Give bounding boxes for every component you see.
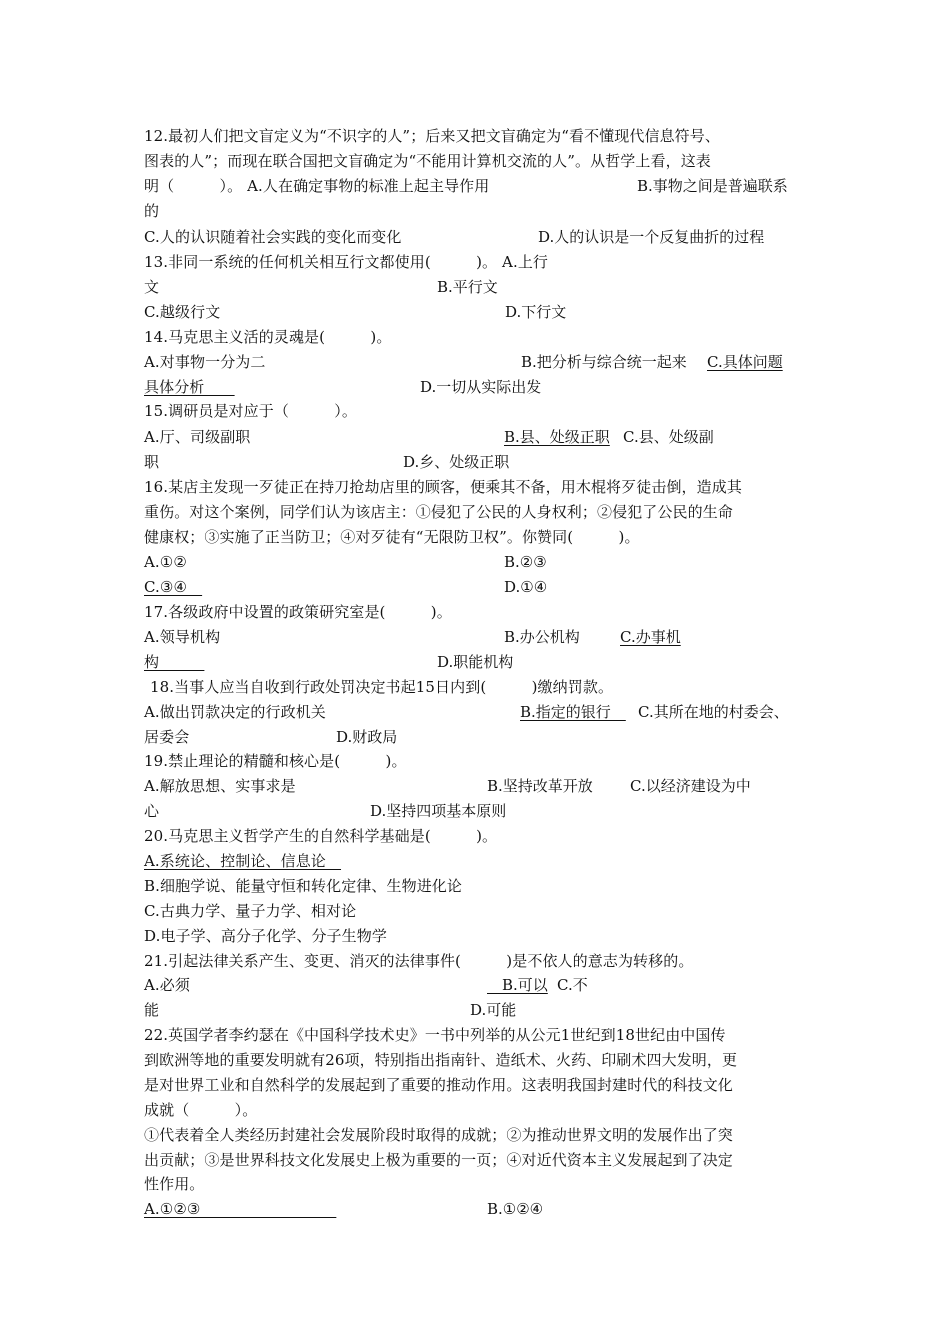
q13-option-b: B.平行文 — [437, 278, 498, 296]
q13-option-a-cont: 文 — [144, 278, 160, 296]
q14-option-c-cont: 具体分析 — [144, 378, 235, 396]
q12-option-c: C.人的认识随着社会实践的变化而变化 — [144, 228, 402, 246]
q21-stem: 21.引起法律关系产生、变更、消灭的法律事件( )是不依人的意志为转移的。 — [144, 952, 694, 970]
q15-option-c-cont: 职 — [144, 453, 160, 471]
q20-stem: 20.马克思主义哲学产生的自然科学基础是( )。 — [144, 827, 498, 845]
q16-line-2: 重伤。对这个案例，同学们认为该店主：①侵犯了公民的人身权利；②侵犯了公民的生命 — [144, 503, 733, 521]
q12-line-4: 的 — [144, 202, 160, 220]
q22-line-4: 成就（ ）。 — [144, 1101, 258, 1119]
q16-option-c-answer: C.③④ — [144, 578, 203, 596]
q14-option-a: A.对事物一分为二 — [144, 353, 266, 371]
q19-option-b: B.坚持改革开放 — [487, 777, 593, 795]
q15-option-d: D.乡、处级正职 — [403, 453, 510, 471]
q17-option-d: D.职能机构 — [437, 653, 514, 671]
q22-line-2: 到欧洲等地的重要发明就有26项，特别指出指南针、造纸术、火药、印刷术四大发明，更 — [144, 1051, 738, 1069]
q16-line-1: 16.某店主发现一歹徒正在持刀抢劫店里的顾客，便乘其不备，用木棍将歹徒击倒，造成其 — [144, 478, 742, 496]
q13-option-d: D.下行文 — [505, 303, 567, 321]
q21-option-c-cont: 能 — [144, 1001, 160, 1019]
q16-option-a: A.①② — [144, 553, 187, 571]
q19-option-c: C.以经济建设为中 — [630, 777, 751, 795]
q16-line-3: 健康权；③实施了正当防卫；④对歹徒有“无限防卫权”。你赞同( )。 — [144, 528, 640, 546]
q12-option-b: B.事物之间是普遍联系 — [637, 177, 788, 195]
q15-option-a: A.厅、司级副职 — [144, 428, 251, 446]
q12-line-1: 12.最初人们把文盲定义为“不识字的人”；后来又把文盲确定为“看不懂现代信息符号、 — [144, 127, 720, 145]
q18-option-b-answer: B.指定的银行 — [520, 703, 626, 721]
q17-option-a: A.领导机构 — [144, 628, 221, 646]
q12-line-3: 明（ ）。 A.人在确定事物的标准上起主导作用 — [144, 177, 490, 195]
q14-stem: 14.马克思主义活的灵魂是( )。 — [144, 328, 392, 346]
q22-line-5: ①代表着全人类经历封建社会发展阶段时取得的成就；②为推动世界文明的发展作出了突 — [144, 1126, 733, 1144]
q18-option-c-cont: 居委会 — [144, 728, 190, 746]
q15-option-c: C.县、处级副 — [623, 428, 714, 446]
q22-line-7: 性作用。 — [144, 1175, 205, 1193]
q18-stem: 18.当事人应当自收到行政处罚决定书起15日内到( )缴纳罚款。 — [150, 678, 614, 696]
q13-option-c: C.越级行文 — [144, 303, 221, 321]
q21-option-b-answer: B.可以 — [487, 976, 548, 994]
q14-option-b: B.把分析与综合统一起来 — [521, 353, 687, 371]
q18-option-c: C.其所在地的村委会、 — [638, 703, 789, 721]
q19-stem: 19.禁止理论的精髓和核心是( )。 — [144, 752, 407, 770]
q22-line-3: 是对世界工业和自然科学的发展起到了重要的推动作用。这表明我国封建时代的科技文化 — [144, 1076, 733, 1094]
q20-option-a-answer: A.系统论、控制论、信息论 — [144, 852, 342, 870]
q17-option-c-answer: C.办事机 — [620, 628, 681, 646]
q14-option-c-answer: C.具体问题 — [707, 353, 783, 371]
q21-option-c: C.不 — [557, 976, 588, 994]
q20-option-d: D.电子学、高分子化学、分子生物学 — [144, 927, 387, 945]
q13-stem: 13.非同一系统的任何机关相互行文都使用( )。 A.上行 — [144, 253, 549, 271]
q12-line-2: 图表的人”；而现在联合国把文盲确定为“不能用计算机交流的人”。从哲学上看，这表 — [144, 152, 711, 170]
q12-option-d: D.人的认识是一个反复曲折的过程 — [538, 228, 765, 246]
q16-option-b: B.②③ — [504, 553, 547, 571]
q22-line-6: 出贡献；③是世界科技文化发展史上极为重要的一页；④对近代资本主义发展起到了决定 — [144, 1151, 733, 1169]
q17-stem: 17.各级政府中设置的政策研究室是( )。 — [144, 603, 452, 621]
q17-option-c-cont: 构 — [144, 653, 205, 671]
q22-option-b: B.①②④ — [487, 1200, 544, 1218]
q22-line-1: 22.英国学者李约瑟在《中国科学技术史》一书中列举的从公元1世纪到18世纪由中国传 — [144, 1026, 726, 1044]
q21-option-d: D.可能 — [470, 1001, 517, 1019]
q20-option-b: B.细胞学说、能量守恒和转化定律、生物进化论 — [144, 877, 462, 895]
q19-option-a: A.解放思想、实事求是 — [144, 777, 296, 795]
q14-option-d: D.一切从实际出发 — [420, 378, 542, 396]
q21-option-a: A.必须 — [144, 976, 191, 994]
q19-option-d: D.坚持四项基本原则 — [370, 802, 507, 820]
q15-stem: 15.调研员是对应于（ ）。 — [144, 402, 357, 420]
q18-option-d: D.财政局 — [336, 728, 398, 746]
q17-option-b: B.办公机构 — [504, 628, 580, 646]
q19-option-c-cont: 心 — [144, 802, 160, 820]
q20-option-c: C.古典力学、量子力学、相对论 — [144, 902, 357, 920]
q18-option-a: A.做出罚款决定的行政机关 — [144, 703, 326, 721]
q16-option-d: D.①④ — [504, 578, 548, 596]
q15-option-b-answer: B.县、处级正职 — [504, 428, 610, 446]
q22-option-a-answer: A.①②③ — [144, 1200, 337, 1218]
